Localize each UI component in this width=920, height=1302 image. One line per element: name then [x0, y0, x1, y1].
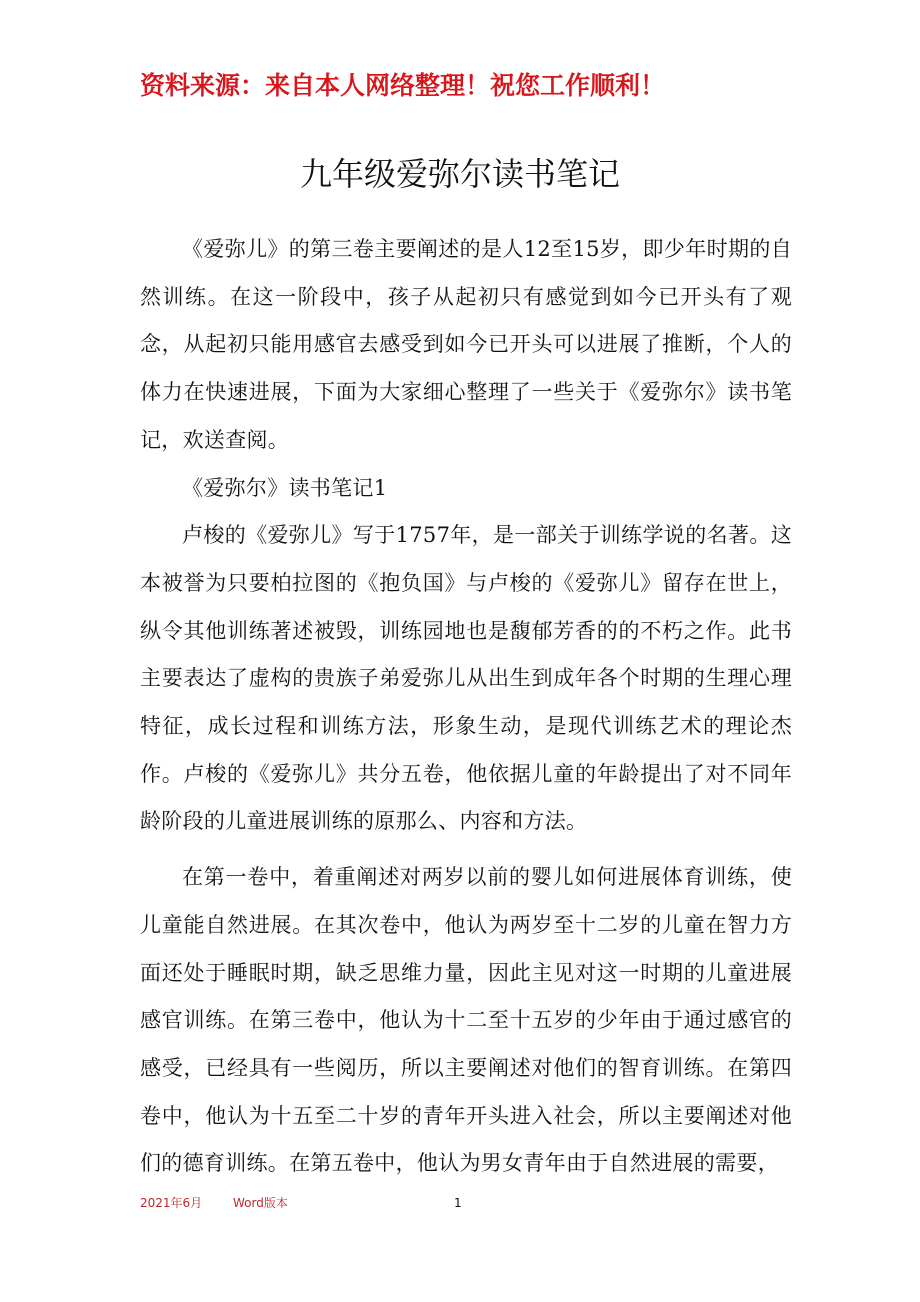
section-heading: 《爱弥尔》读书笔记1	[182, 475, 388, 500]
paragraph-volumes: 在第一卷中，着重阐述对两岁以前的婴儿如何进展体育训练，使儿童能自然进展。在其次卷中，他认为两岁至十二岁的儿童在智力方面还处于睡眠时期，缺乏思维力量，因此主见对这一时期的儿童进展感官训练。在第三卷中，他认为十二至十五岁的少年由于通过感官的感受，已经具有一些阅历，所以主要阐述对他们的智育训练。在第四卷中，他认为十五至二十岁的青年开头进入社会，所以主要阐述对他们的德育训练。在第五卷中，他认为男女青年由于自然进展的需要，	[140, 865, 792, 1176]
paragraph-intro: 《爱弥儿》的第三卷主要阐述的是人12至15岁，即少年时期的自然训练。在这一阶段中，孩子从起初只有感觉到如今已开头有了观念，从起初只能用感官去感受到如今已开头可以进展了推断，个人的体力在快速进展，下面为大家细心整理了一些关于《爱弥尔》读书笔记，欢送查阅。	[140, 237, 792, 452]
document-title: 九年级爱弥尔读书笔记	[299, 155, 620, 193]
footer-date: 2021年6月	[140, 1196, 203, 1210]
page-number: 1	[454, 1196, 462, 1210]
source-banner: 资料来源：来自本人网络整理！祝您工作顺利！	[140, 71, 666, 100]
document-body	[140, 226, 792, 1188]
page-footer	[140, 1191, 792, 1215]
paragraph-overview: 卢梭的《爱弥儿》写于1757年，是一部关于训练学说的名著。这本被誉为只要柏拉图的《抱负国》与卢梭的《爱弥儿》留存在世上，纵令其他训练著述被毁，训练园地也是馥郁芳香的的不朽之作。此书主要表达了虚构的贵族子弟爱弥儿从出生到成年各个时期的生理心理特征，成长过程和训练方法，形象生动，是现代训练艺术的理论杰作。卢梭的《爱弥儿》共分五卷，他依据儿童的年龄提出了对不同年龄阶段的儿童进展训练的原那么、内容和方法。	[140, 523, 792, 834]
footer-version: Word版本	[233, 1196, 288, 1210]
